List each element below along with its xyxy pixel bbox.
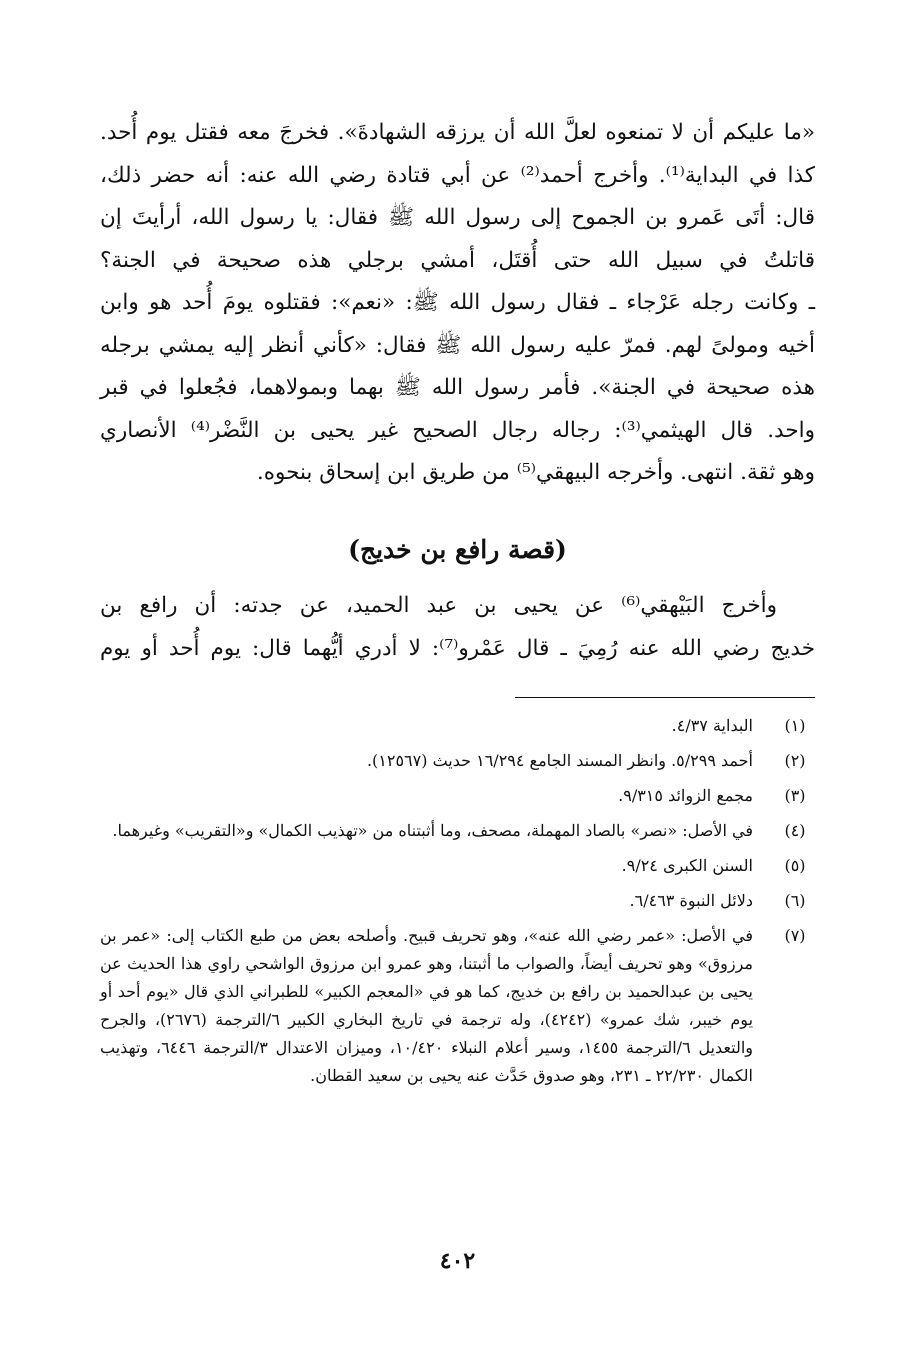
story-text [100,585,815,670]
footnote-text: في الأصل: «عمر رضي الله عنه»، وهو تحريف قبيح. وأصلحه بعض من طبع الكتاب إلى: «عمر بن مرزوق» وهو تحريف أيضاً، والصواب ما أثبتنا، وهو عمرو ابن مرزوق الواشحي راوي هذا الحديث عن يحيى بن عبدالحميد بن رافع بن خديج، كما هو في «المعجم الكبير» للطبراني الذي قال «يوم أحد أو يوم خيبر، شك عمرو» (٤٢٤٢)، وله ترجمة في تاريخ البخاري الكبير ٦/الترجمة (٢٦٧٦)، والجرح والتعديل ٦/الترجمة ١٤٥٥، وسير أعلام النبلاء ١٠/٤٢٠، وميزان الاعتدال ٣/الترجمة ٦٤٤٦، وتهذيب الكمال ٢٢/٢٣٠ ـ ٢٣١، وهو صدوق حَدَّث عنه يحيى بن سعيد القطان. [100,926,754,1085]
footnote-text: البداية ٤/٣٧. [671,716,753,735]
footnote-number: (٣) [784,786,806,805]
footnote [100,852,815,880]
main-line: وهو ثقة. انتهى. وأخرجه البيهقي⁽⁵⁾ من طريق ابن إسحاق بنحوه. [256,460,815,485]
main-line: قال: أتَى عَمرو بن الجموح إلى رسول الله ﷺ فقال: يا رسول الله، أرأيتَ إن [100,205,815,230]
footnote-number: (١) [784,716,806,735]
section-heading: (قصة رافع بن خديج) [348,535,567,564]
main-line: هذه صحيحة في الجنة». فأمر رسول الله ﷺ بهما وبمولاهما، فجُعلوا في قبر [100,375,815,400]
story-line: وأخرج البَيْهقي⁽⁶⁾ عن يحيى بن عبد الحميد، عن جدته: أن رافع بن [100,593,777,618]
footnote [100,922,815,1090]
footnote [100,782,815,810]
footnote-number: (٧) [784,926,806,945]
footnote-text: أحمد ٥/٢٩٩. وانظر المسند الجامع ١٦/٢٩٤ حديث (١٢٥٦٧). [366,751,753,770]
footnote-text: مجمع الزوائد ٩/٣١٥. [618,786,753,805]
footnote-divider [515,697,815,698]
footnote-number: (٥) [784,856,806,875]
main-text [100,112,815,495]
main-line: واحد. قال الهيثمي⁽³⁾: رجاله رجال الصحيح غير يحيى بن النَّضْر⁽⁴⁾ الأنصاري [100,417,815,443]
main-line: كذا في البداية⁽¹⁾. وأخرج أحمد⁽²⁾ عن أبي قتادة رضي الله عنه: أنه حضر ذلك، [100,162,815,188]
footnote-text: السنن الكبرى ٩/٢٤. [621,856,753,875]
footnote [100,817,815,845]
main-line: أخيه ومولىً لهم. فمرّ عليه رسول الله ﷺ فقال: «كأني أنظر إليه يمشي برجله [100,332,815,358]
footnote [100,747,815,775]
footnote-text: في الأصل: «نصر» بالصاد المهملة، مصحف، وما أثبتناه من «تهذيب الكمال» و«التقريب» وغيرهما. [112,821,753,840]
footnote [100,887,815,915]
story-line: خديج رضي الله عنه رُمِيَ ـ قال عَمْرو⁽⁷⁾: لا أدري أيُّهما قال: يوم أُحد أو يوم [100,635,815,661]
footnote-text: دلائل النبوة ٦/٤٦٣. [629,891,753,910]
footnote [100,712,815,740]
footnote-number: (٢) [784,751,806,770]
main-line: ـ وكانت رجله عَرْجاء ـ فقال رسول الله ﷺ: «نعم»: فقتلوه يومَ أُحد هو وابن [100,290,815,315]
footnotes [100,712,815,1097]
footnote-number: (٦) [784,891,806,910]
footnote-number: (٤) [784,821,806,840]
main-line: قاتلتُ في سبيل الله حتى أُقتَل، أمشي برجلي هذه صحيحة في الجنة؟ [100,247,815,273]
page-number: ٤٠٢ [439,1248,476,1274]
main-line: «ما عليكم أن لا تمنعوه لعلَّ الله أن يرزقه الشهادةَ». فخرجَ معه فقتل يوم أُحد. [100,120,815,145]
